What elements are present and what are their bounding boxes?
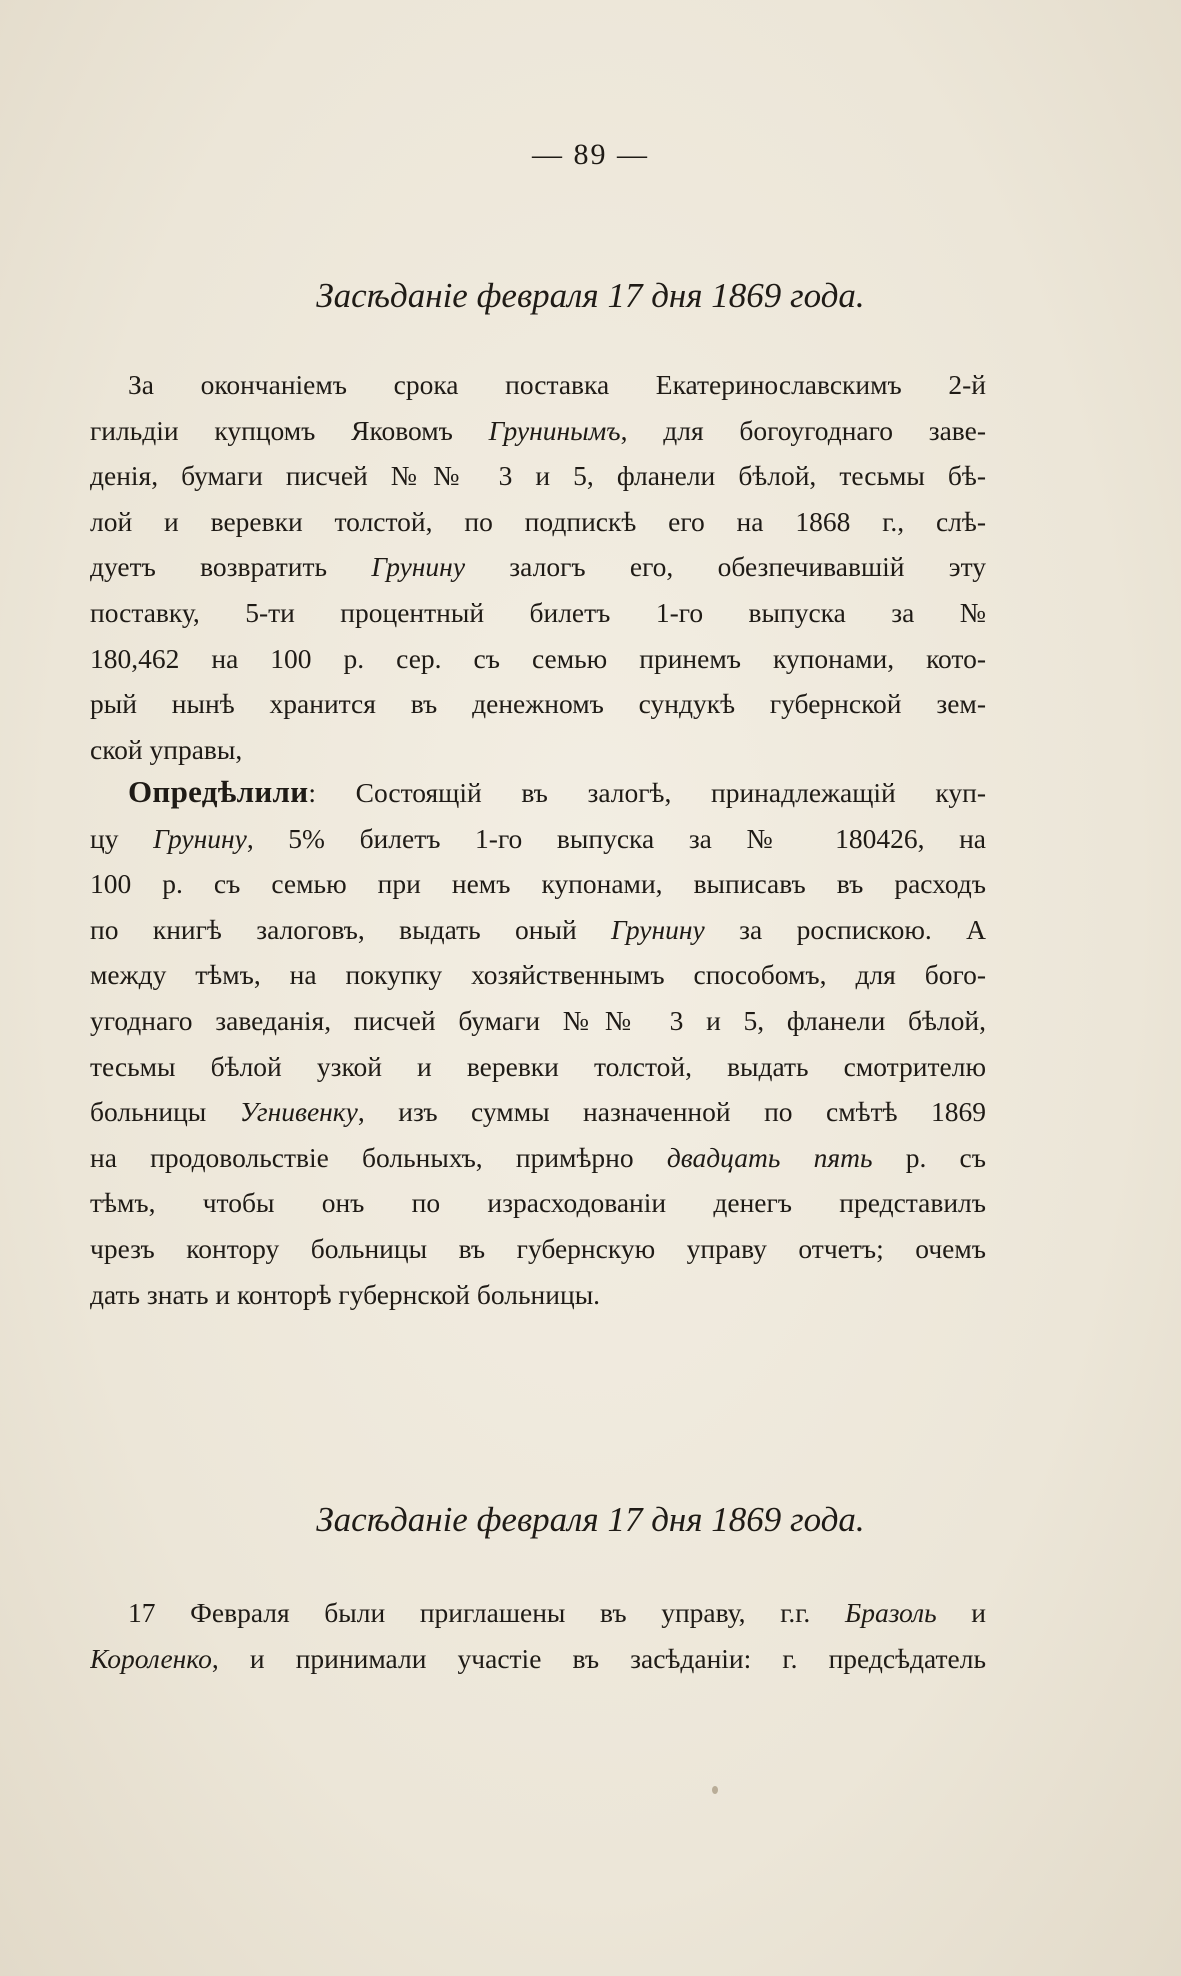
name-grunin: Грунину xyxy=(153,822,247,854)
text-line: угоднаго заведанія, писчей бумаги №№ 3 и 5, фланели бѣлой, xyxy=(90,1004,986,1036)
text-line: тѣмъ, чтобы онъ по израсходованіи денегъ представилъ xyxy=(90,1187,986,1219)
name-grunin: Грунинымъ xyxy=(488,414,621,446)
name-grunin: Грунину xyxy=(371,551,466,583)
text-line: За окончаніемъ срока поставка Екатеринославскимъ 2-й xyxy=(128,369,986,400)
text-run: гильдіи купцомъ Яковомъ xyxy=(90,414,489,446)
text-line: между тѣмъ, на покупку хозяйственнымъ способомъ, для бого- xyxy=(90,959,986,991)
text-line: денія, бумаги писчей №№ 3 и 5, фланели бѣлой, тесьмы бѣ- xyxy=(90,460,986,492)
name-grunin: Грунину xyxy=(611,913,705,945)
text-line xyxy=(90,816,986,862)
text-line: поставку, 5-ти процентный билетъ 1-го выпуска за № xyxy=(90,596,986,628)
text-line xyxy=(90,544,986,590)
section-1-heading: Засѣданіе февраля 17 дня 1869 года. xyxy=(316,276,865,315)
text-line: тесьмы бѣлой узкой и веревки толстой, выдать смотрителю xyxy=(90,1050,986,1082)
text-line: чрезъ контору больницы въ губернскую управу отчетъ; очемъ xyxy=(90,1232,986,1264)
text-run: цу xyxy=(90,822,154,854)
text-run: залогъ его, обезпечивавшій эту xyxy=(465,551,986,583)
text-line xyxy=(90,1590,986,1636)
text-line: рый нынѣ хранится въ денежномъ сундукѣ губернской зем- xyxy=(90,688,986,720)
name-ugnivenko: Угнивенку xyxy=(239,1096,358,1128)
text-run: за роспискою. А xyxy=(704,913,986,945)
text-line: 180,462 на 100 р. сер. съ семью принемъ купонами, кото- xyxy=(90,642,986,674)
ink-speck xyxy=(712,1786,718,1794)
text-run: , для богоугоднаго заве- xyxy=(620,414,986,446)
text-line: ской управы, xyxy=(90,733,243,765)
text-line: лой и веревки толстой, по подпискѣ его на 1868 г., слѣ- xyxy=(90,505,986,537)
text-line: 100 р. съ семью при немъ купонами, выписавъ въ расходъ xyxy=(90,868,986,900)
text-run: и xyxy=(936,1597,986,1628)
text-run: , изъ суммы назначенной по смѣтѣ 1869 xyxy=(357,1096,986,1128)
text-line xyxy=(90,408,986,454)
page-number: — 89 — xyxy=(532,138,649,171)
text-run: дуетъ возвратить xyxy=(90,551,372,583)
text-run: р. съ xyxy=(872,1141,986,1173)
name-brazol: Бразоль xyxy=(844,1597,937,1628)
text-line xyxy=(90,1089,986,1135)
text-line: дать знать и конторѣ губернской больницы. xyxy=(90,1278,601,1310)
name-korolenko: Короленко xyxy=(90,1642,212,1674)
text-run: на продовольствіе больныхъ, примѣрно xyxy=(90,1141,667,1173)
text-run: больницы xyxy=(90,1096,240,1128)
amount-twenty-five: двадцать пять xyxy=(666,1141,873,1173)
resolution-label: Опредѣлили xyxy=(128,774,309,809)
text-run: , 5% билетъ 1-го выпуска за № 180426, на xyxy=(246,822,986,854)
text-run: 17 Февраля были приглашены въ управу, г.г. xyxy=(128,1597,845,1628)
text-run: по книгѣ залоговъ, выдать оный xyxy=(90,913,612,945)
section-1-paragraph-2 xyxy=(90,769,986,1317)
section-2-paragraph-1 xyxy=(90,1590,986,1681)
section-2-heading: Засѣданіе февраля 17 дня 1869 года. xyxy=(316,1500,865,1539)
text-line xyxy=(90,1135,986,1181)
text-run: , и принимали участіе въ засѣданіи: г. предсѣдатель xyxy=(211,1642,986,1674)
text-line xyxy=(90,769,986,816)
section-1-paragraph-1 xyxy=(90,362,986,772)
text-line xyxy=(90,907,986,953)
text-run: : Состоящій въ залогѣ, принадлежащій куп- xyxy=(308,777,986,808)
text-line xyxy=(90,1636,986,1682)
